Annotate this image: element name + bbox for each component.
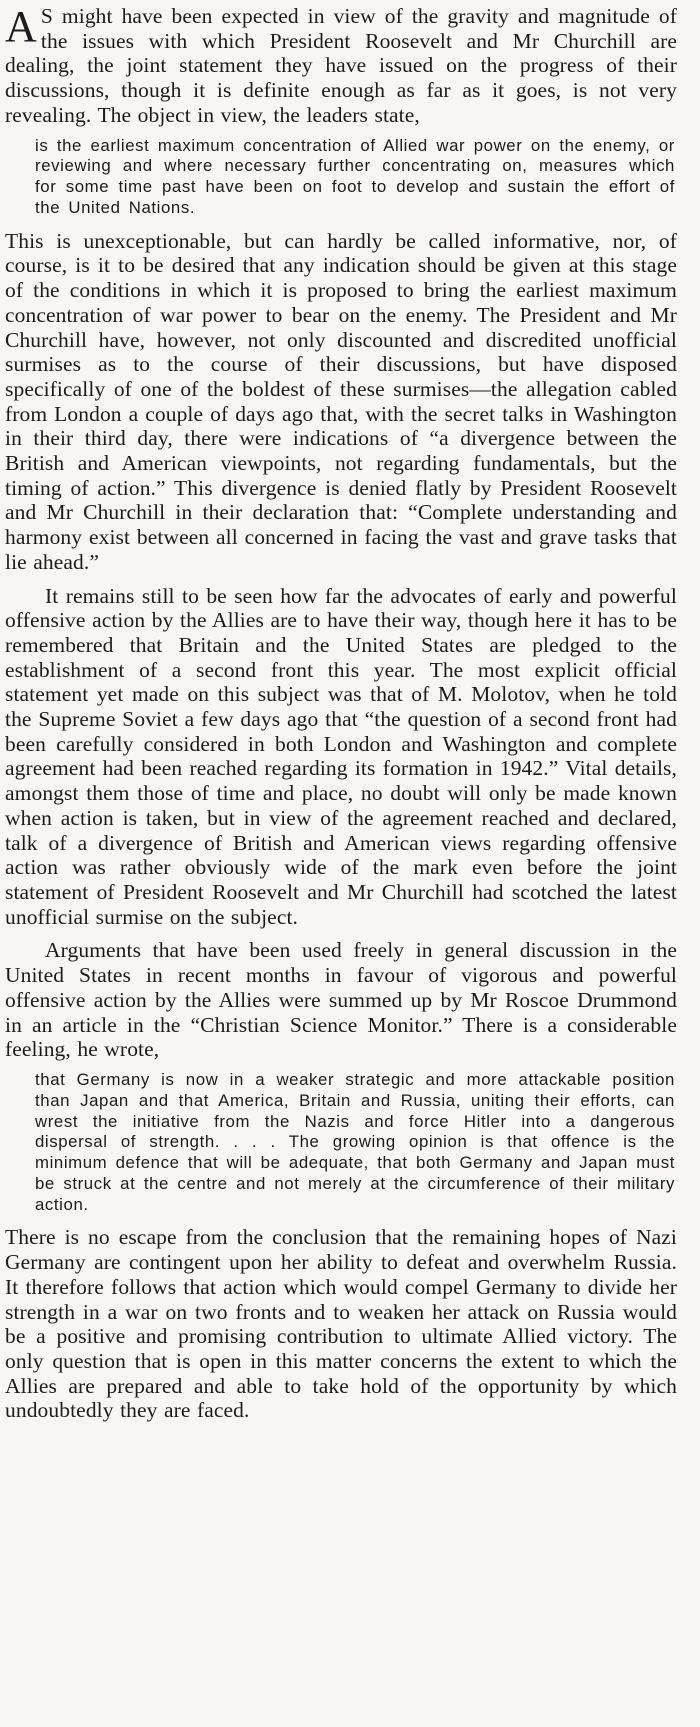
block-quote-1: is the earliest maximum concentration of Allied war power on the enemy, or reviewing and where necessary further concentrating on, measures which for some time past have been on foot to develop and sustain the effort of the United Nations.	[35, 135, 675, 217]
paragraph-2: This is unexceptionable, but can hardly be called informative, nor, of course, is it to be desired that any indication should be given at this stage of the conditions in which it is proposed to bring the earliest maximum concentration of war power to bear on the enemy. The President and Mr Churchill have, however, not only discounted and discredited unofficial surmises as to the course of their discussions, but have disposed specifically of one of the boldest of these surmises—the allegation cabled from London a couple of days ago that, with the secret talks in Washington in their third day, there were indications of “a divergence between the British and American viewpoints, not regarding fundamentals, but the timing of action.” This divergence is denied flatly by President Roosevelt and Mr Churchill in their declaration that: “Complete understanding and harmony exist between all concerned in facing the vast and grave tasks that lie ahead.”	[5, 228, 677, 574]
drop-cap: A	[5, 2, 37, 51]
block-quote-2: that Germany is now in a weaker strategic and more attackable position than Japan and that America, Britain and Russia, uniting their efforts, can wrest the initiative from the Nazis and force Hitler into a dangerous dispersal of strength. . . . The growing opinion is that offence is the minimum defence that will be adequate, that both Germany and Japan must be struck at the centre and not merely at the circumference of their military action.	[35, 1069, 675, 1214]
paragraph-5: There is no escape from the conclusion that the remaining hopes of Nazi Germany are contingent upon her ability to defeat and overwhelm Russia. It therefore follows that action which would compel Germany to divide her strength in a war on two fronts and to weaken her attack on Russia would be a positive and promising contribution to ultimate Allied victory. The only question that is open in this matter concerns the extent to which the Allies are prepared and able to take hold of the opportunity by which undoubtedly they are faced.	[5, 1225, 677, 1423]
paragraph-4: Arguments that have been used freely in general discussion in the United States in recent months in favour of vigorous and powerful offensive action by the Allies were summed up by Mr Roscoe Drummond in an article in the “Christian Science Monitor.” There is a considerable feeling, he wrote,	[5, 938, 677, 1062]
paragraph-3: It remains still to be seen how far the advocates of early and powerful offensive action by the Allies are to have their way, though here it has to be remembered that Britain and the United States are pledged to the establishment of a second front this year. The most explicit official statement yet made on this subject was that of M. Molotov, when he told the Supreme Soviet a few days ago that “the question of a second front had been carefully considered in both London and Washington and complete agreement had been reached regarding its formation in 1942.” Vital details, amongst them those of time and place, no doubt will only be made known when action is taken, but in view of the agreement reached and declared, talk of a divergence of British and American views regarding offensive action was rather obviously wide of the mark even before the joint statement of President Roosevelt and Mr Churchill had scotched the latest unofficial surmise on the subject.	[5, 583, 677, 929]
paragraph-1-text: S might have been expected in view of the gravity and magnitude of the issues with which President Roosevelt and Mr Churchill are dealing, the joint statement they have issued on the progress of their discussions, though it is definite enough as far as it goes, is not very revealing. The object in view, the leaders state,	[5, 4, 677, 127]
paragraph-1	[0, 4, 700, 128]
